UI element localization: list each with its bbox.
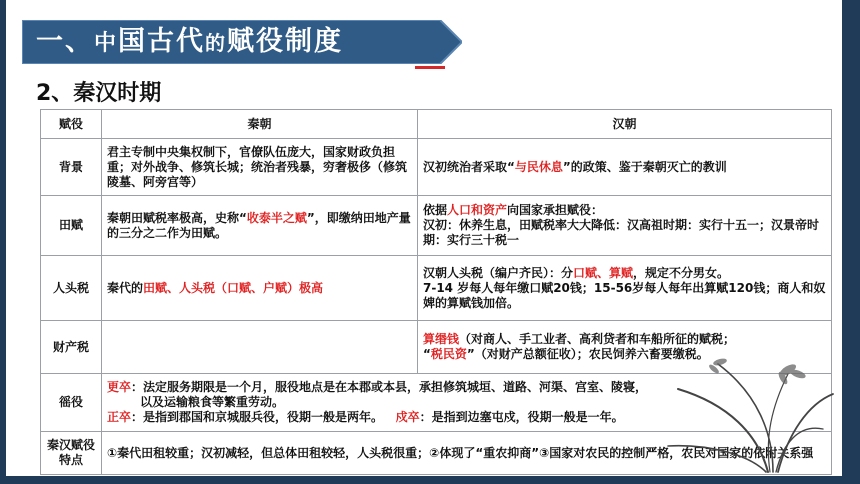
banner-underline — [415, 66, 445, 69]
cell-qin-background: 君主专制中央集权制下，官僚队伍庞大，国家财政负担重；对外战争、修筑长城；统治者残暴，穷奢极侈（修筑陵墓、阿旁宫等） — [102, 139, 418, 196]
cell-qin-property-tax — [102, 321, 418, 374]
cell-han-poll-tax: 汉朝人头税（编户齐民）：分口赋、算赋，规定不分男女。 7-14 岁每人每年缴口赋20钱；15-56岁每人每年出算赋120钱；商人和奴婢的算赋钱加倍。 — [418, 256, 832, 321]
cell-corvee-details: 更卒：法定服务期限是一个月，服役地点是在本郡或本县，承担修筑城垣、道路、河渠、宫室、陵寝， 以及运输粮食等繁重劳动。 正卒：是指到郡国和京城服兵役，役期一般是两年。 戍卒：是指到边塞屯戍，役期一般是一年。 — [102, 374, 832, 432]
table-header-row — [41, 110, 832, 139]
row-label-corvee: 徭役 — [41, 374, 102, 432]
left-frame-bar — [0, 0, 6, 484]
cell-qin-poll-tax: 秦代的田赋、人头税（口赋、户赋）极高 — [102, 256, 418, 321]
row-label-summary: 秦汉赋役特点 — [41, 432, 102, 475]
header-cell-qin: 秦朝 — [102, 110, 418, 139]
table-row-poll-tax — [41, 256, 832, 321]
bottom-frame-bar — [0, 476, 860, 484]
row-label-land-tax: 田赋 — [41, 196, 102, 256]
row-label-property-tax: 财产税 — [41, 321, 102, 374]
right-frame-bar — [842, 0, 860, 484]
page-subtitle: 2、秦汉时期 — [36, 81, 162, 106]
table-row-land-tax — [41, 196, 832, 256]
row-label-background: 背景 — [41, 139, 102, 196]
cell-summary-text: ①秦代田租较重；汉初减轻，但总体田租较轻，人头税很重；②体现了“重农抑商”③国家对农民的控制严格，农民对国家的依附关系强 — [102, 432, 832, 475]
cell-qin-land-tax: 秦朝田赋税率极高，史称“收泰半之赋”，即缴纳田地产量的三分之二作为田赋。 — [102, 196, 418, 256]
cell-han-background: 汉初统治者采取“与民休息”的政策、鉴于秦朝灭亡的教训 — [418, 139, 832, 196]
row-label-poll-tax: 人头税 — [41, 256, 102, 321]
header-cell-category: 赋役 — [41, 110, 102, 139]
cell-han-property-tax: 算缗钱（对商人、手工业者、高利贷者和车船所征的赋税； “税民资”（对财产总额征收）；农民饲养六畜要缴税。 — [418, 321, 832, 374]
cell-han-land-tax: 依据人口和资产向国家承担赋役： 汉初：休养生息，田赋税率大大降低：汉高祖时期：实行十五一；汉景帝时期：实行三十税一 — [418, 196, 832, 256]
header-cell-han: 汉朝 — [418, 110, 832, 139]
table-row-background — [41, 139, 832, 196]
orchid-decoration — [648, 334, 838, 474]
section-title: 一、中国古代的赋役制度 — [36, 26, 344, 57]
